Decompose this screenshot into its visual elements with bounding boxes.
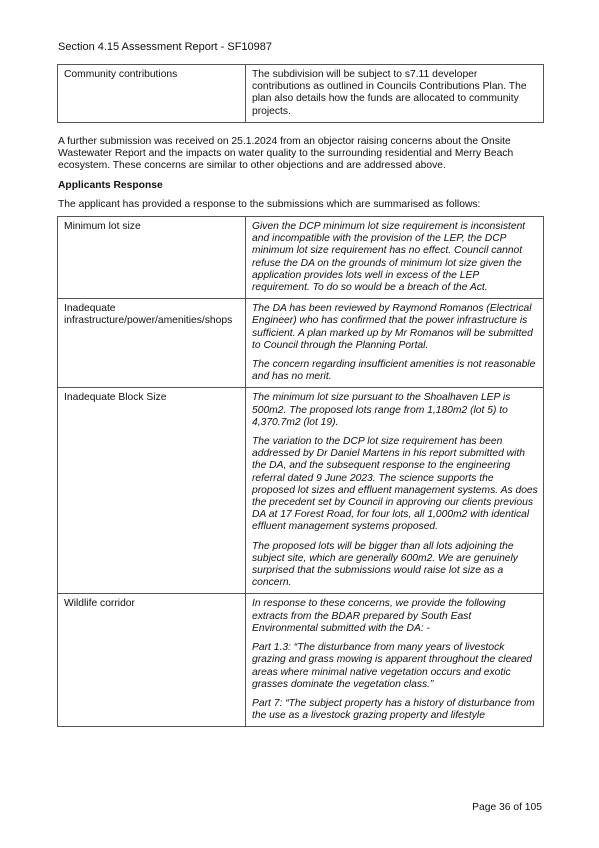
- row-label-line: infrastructure/power/amenities/shops: [64, 315, 233, 327]
- response-paragraph: The proposed lots will be bigger than all lots adjoining the subject site, which are generally 600m2. We are genuinely surprised that the submissions would raise lot size as a concern.: [252, 540, 518, 589]
- response-table: [57, 216, 544, 727]
- response-paragraph: In response to these concerns, we provide the following extracts from the BDAR prepared by South East Environmental submitted with the DA: -: [252, 598, 506, 634]
- applicant-intro-paragraph: The applicant has provided a response to the submissions which are summarised as follows:: [58, 199, 481, 210]
- further-submission-paragraph: A further submission was received on 25.1.2024 from an objector raising concerns about the Onsite Wastewater Report and the impacts on water quality to the surrounding residential and Merry Beach ecosystem. These concerns are similar to other objections and are addressed above.: [58, 136, 514, 172]
- row-label: Inadequate Block Size: [58, 388, 246, 594]
- table-row: [58, 217, 544, 299]
- row-response: [246, 388, 544, 594]
- row-label: [58, 299, 246, 388]
- table-row: [58, 299, 544, 388]
- response-paragraph: The concern regarding insufficient amenities is not reasonable and has no merit.: [252, 359, 536, 383]
- response-paragraph: The variation to the DCP lot size requirement has been addressed by Dr Daniel Martens in his report submitted with the DA, and the subsequent response to the engineering referral dated 9 June 2023. The science supports the proposed lot sizes and effluent management systems. As does the precedent set by Council in approving our clients previous DA at 17 Forest Road, for four lots, all 1,000m2 with identical effluent management systems proposed.: [252, 436, 538, 533]
- row-response: [246, 217, 544, 299]
- response-paragraph: Part 7: “The subject property has a history of disturbance from the use as a livestock grazing property and lifestyle: [252, 697, 535, 722]
- page-header-title: Section 4.15 Assessment Report - SF10987: [58, 41, 273, 53]
- table-row: [58, 594, 544, 727]
- row-response: [246, 299, 544, 388]
- page-number: Page 36 of 105: [472, 802, 542, 813]
- row-response: [246, 594, 544, 727]
- row-label: Community contributions: [58, 65, 246, 123]
- row-label: Wildlife corridor: [58, 594, 246, 727]
- applicants-response-heading: Applicants Response: [58, 180, 163, 191]
- response-paragraph: The minimum lot size pursuant to the Shoalhaven LEP is 500m2. The proposed lots range from 1,180m2 (lot 5) to 4,370.7m2 (lot 19).: [252, 392, 511, 428]
- response-paragraph: Given the DCP minimum lot size requirement is inconsistent and incompatible with the provision of the LEP, the DCP minimum lot size requirement has no effect. Council cannot refuse the DA on the grounds of minimum lot size given the application provides lots well in excess of the LEP requirement. To do so would be a breach of the Act.: [252, 221, 526, 294]
- row-label: Minimum lot size: [58, 217, 246, 299]
- table-row: [58, 65, 544, 123]
- contributions-table: [57, 64, 544, 123]
- table-row: [58, 388, 544, 594]
- row-text: The subdivision will be subject to s7.11 developer contributions as outlined in Councils Contributions Plan. The plan also details how the funds are allocated to community projects.: [246, 65, 544, 123]
- response-paragraph: The DA has been reviewed by Raymond Romanos (Electrical Engineer) who has confirmed that the power infrastructure is sufficient. A plan marked up by Mr Romanos will be submitted to Council through the Planning Portal.: [252, 303, 533, 351]
- row-label-line: Inadequate: [64, 303, 116, 315]
- response-paragraph: Part 1.3: “The disturbance from many years of livestock grazing and grass mowing is apparent throughout the cleared areas where minimal native vegetation occurs and exotic grasses dominate the vegetation class.”: [252, 642, 532, 690]
